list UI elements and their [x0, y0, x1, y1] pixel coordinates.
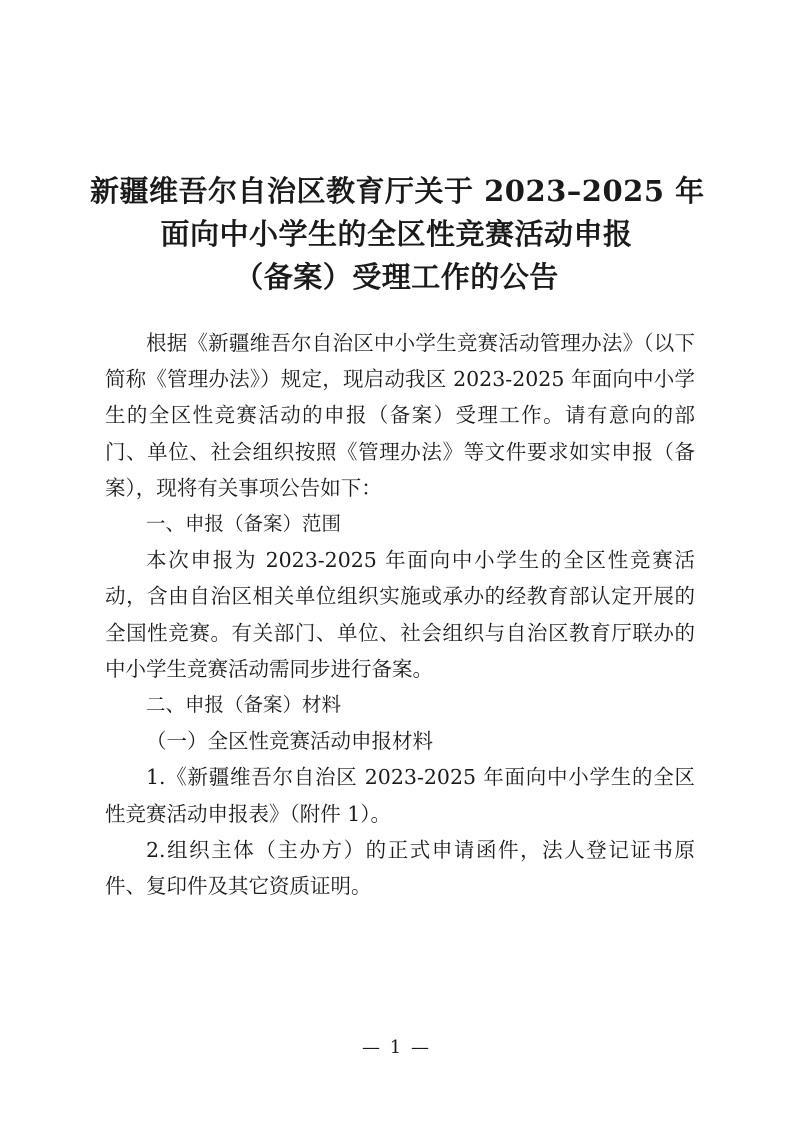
document-body: [105, 325, 695, 904]
materials-item-1: 1.《新疆维吾尔自治区 2023-2025 年面向中小学生的全区性竞赛活动申报表》（附件 1）。: [105, 765, 695, 826]
subsection-heading: （一）全区性竞赛活动申报材料: [146, 729, 433, 754]
section-heading-materials: 二、申报（备案）材料: [146, 693, 342, 717]
title-line-3: （备案）受理工作的公告: [234, 260, 559, 294]
materials-item-2: 2.组织主体（主办方）的正式申请函件，法人登记证书原件、复印件及其它资质证明。: [105, 837, 695, 899]
section-heading-scope: 一、申报（备案）范围: [146, 512, 342, 536]
page-number: — 1 —: [362, 1037, 431, 1058]
document-title: [90, 170, 703, 299]
title-line-2: 面向中小学生的全区性竞赛活动申报: [160, 217, 633, 251]
scope-paragraph: 本次申报为 2023-2025 年面向中小学生的全区性竞赛活动，含由自治区相关单位组织实施或承办的经教育部认定开展的全国性竞赛。有关部门、单位、社会组织与自治区教育厅联办的中小学生竞赛活动需同步进行备案。: [105, 548, 695, 681]
intro-paragraph: 根据《新疆维吾尔自治区中小学生竞赛活动管理办法》（以下简称《管理办法》）规定，现启动我区 2023-2025 年面向中小学生的全区性竞赛活动的申报（备案）受理工作。请有意向的部门、单位、社会组织按照《管理办法》等文件要求如实申报（备案），现将有关事项公告如下：: [105, 331, 695, 500]
title-line-1: 新疆维吾尔自治区教育厅关于 2023–2025 年: [90, 174, 705, 208]
